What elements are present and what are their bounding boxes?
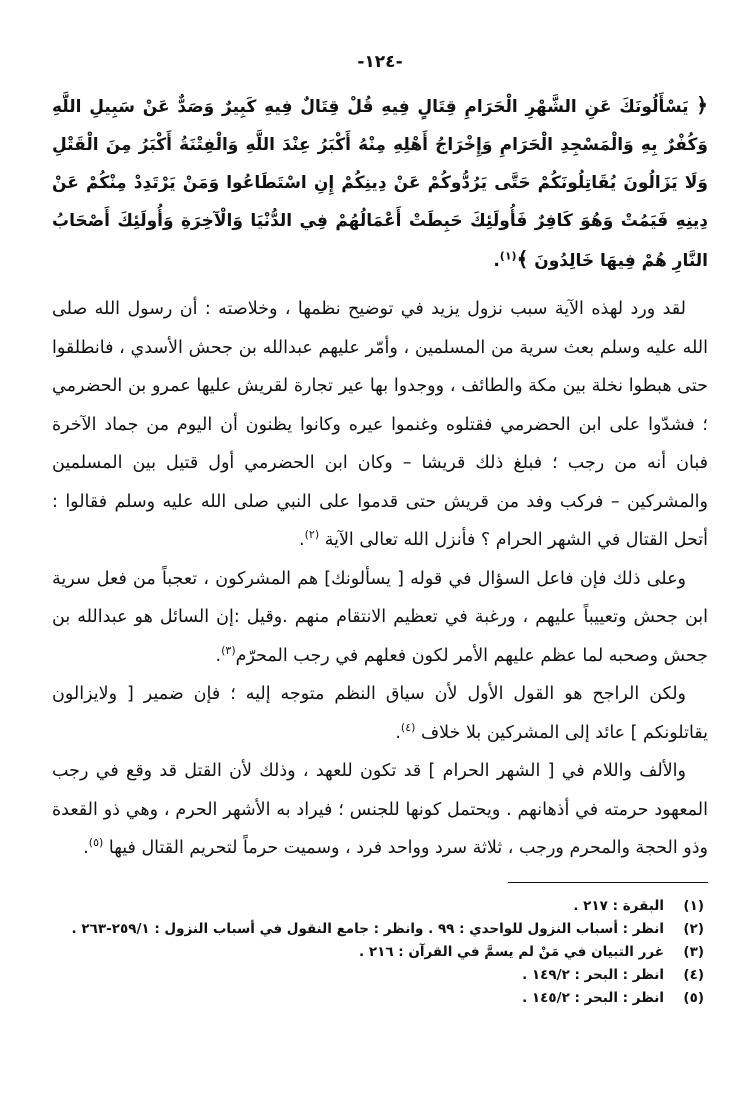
paragraph-end: . xyxy=(395,722,401,743)
paragraph-text: والألف واللام في [ الشهر الحرام ] قد تكون للعهد ، وذلك لأن القتل قد وقع في رجب المعهود حرمته في أذهانهم . ويحتمل كونها للجنس ؛ فيراد به الأشهر الحرم ، وهي ذو القعدة وذو الحجة والمحرم ورجب ، ثلاثة سرد وواحد فرد ، وسميت حرماً لتحريم القتال فيها xyxy=(52,761,708,858)
footnote-text: انظر : البحر : ١٤٥/٢ . xyxy=(522,989,664,1006)
quran-verse xyxy=(52,86,708,280)
footnote-number: (٥) xyxy=(683,989,704,1006)
footnotes xyxy=(52,895,708,1010)
paragraph-questioner xyxy=(52,560,708,676)
footnote-number: (٤) xyxy=(683,966,704,983)
paragraph-text: وعلى ذلك فإن فاعل السؤال في قوله [ يسألونك] هم المشركون ، تعجباً من فعل سرية ابن جحش وتعييباً عليهم ، ورغبة في تعظيم الانتقام منهم .وقيل :إن السائل هو عبدالله بن جحش وصحبه لما عظم عليهم الأمر لكون فعلهم في رجب المحرّم xyxy=(52,568,708,666)
footnote-text: البقرة : ٢١٧ . xyxy=(573,897,664,914)
footnote-text: انظر : أسباب النزول للواحدي : ٩٩ . وانظر : جامع النقول في أسباب النزول : ٢٥٩/١-٢٦٣ . xyxy=(71,920,664,937)
verse-close-bracket: ﴾ xyxy=(516,247,529,271)
footnote-item xyxy=(52,987,708,1010)
paragraph-text: ولكن الراجح هو القول الأول لأن سياق النظم متوجه إليه ؛ فإن ضمير [ ولايزالون يقاتلونكم ] عائد إلى المشركين بلا خلاف xyxy=(52,684,708,743)
verse-end: . xyxy=(493,251,500,271)
paragraph-revelation-cause xyxy=(52,290,708,560)
paragraph-end: . xyxy=(299,530,305,550)
footnote-divider xyxy=(508,882,708,883)
footnote-ref: (٣) xyxy=(221,643,236,657)
footnote-number: (٣) xyxy=(683,943,704,960)
paragraph-end: . xyxy=(83,838,89,858)
footnote-text: انظر : البحر : ١٤٩/٢ . xyxy=(522,966,664,983)
footnote-number: (١) xyxy=(683,897,704,914)
verse-footnote-ref: (١) xyxy=(499,249,517,263)
footnote-ref: (٢) xyxy=(304,528,320,542)
footnote-ref: (٤) xyxy=(400,720,416,734)
paragraph-definite-article xyxy=(52,752,708,868)
verse-open-bracket: ﴿ xyxy=(696,93,708,117)
page-number: -١٢٤- xyxy=(357,52,403,72)
footnote-item xyxy=(52,918,708,941)
footnote-number: (٢) xyxy=(683,920,704,937)
footnote-item xyxy=(52,964,708,987)
footnote-item xyxy=(52,895,708,918)
verse-text: يَسْأَلُونَكَ عَنِ الشَّهْرِ الْحَرَامِ قِتَالٍ فِيهِ قُلْ قِتَالٌ فِيهِ كَبِيرٌ وَصَدٌّ عَنْ سَبِيلِ اللَّهِ وَكُفْرٌ بِهِ وَالْمَسْجِدِ الْحَرَامِ وَإِخْرَاجُ أَهْلِهِ مِنْهُ أَكْبَرُ عِنْدَ اللَّهِ وَالْفِتْنَةُ أَكْبَرُ مِنَ الْقَتْلِ وَلَا يَزَالُونَ يُقَاتِلُونَكُمْ حَتَّى يَرُدُّوكُمْ عَنْ دِينِكُمْ إِنِ اسْتَطَاعُوا وَمَنْ يَرْتَدِدْ مِنْكُمْ عَنْ دِينِهِ فَيَمُتْ وَهُوَ كَافِرٌ فَأُولَئِكَ حَبِطَتْ أَعْمَالُهُمْ فِي الدُّنْيَا وَالْآخِرَةِ وَأُولَئِكَ أَصْحَابُ النَّارِ هُمْ فِيهَا خَالِدُونَ xyxy=(52,97,708,271)
book-page xyxy=(52,52,708,1010)
footnote-ref: (٥) xyxy=(88,836,104,850)
paragraph-text: لقد ورد لهذه الآية سبب نزول يزيد في توضيح نظمها ، وخلاصته : أن رسول الله صلى الله عليه وسلم بعث سرية من المسلمين ، وأمّر عليهم عبدالله بن جحش الأسدي ، فانطلقوا حتى هبطوا نخلة بين مكة والطائف ، ووجدوا بها عير تجارة لقريش عليها عمرو بن الحضرمي ؛ فشدّوا على ابن الحضرمي فقتلوه وغنموا عيره وكانوا يظنون أن اليوم من جماد الآخرة فبان أنه من رجب ؛ فبلغ ذلك قريشا – وكان ابن الحضرمي أول قتيل بين المسلمين والمشركين – فركب وفد من قريش حتى قدموا على النبي صلى الله عليه وسلم فقالوا : أتحل القتال في الشهر الحرام ؟ فأنزل الله تعالى الآية xyxy=(52,299,708,550)
footnote-item xyxy=(52,941,708,964)
paragraph-preferred-view xyxy=(52,675,708,752)
footnote-text: غرر التبيان في مَنْ لم يسمَّ في القرآن : ٢١٦ . xyxy=(359,943,664,960)
paragraph-end: . xyxy=(215,645,222,666)
